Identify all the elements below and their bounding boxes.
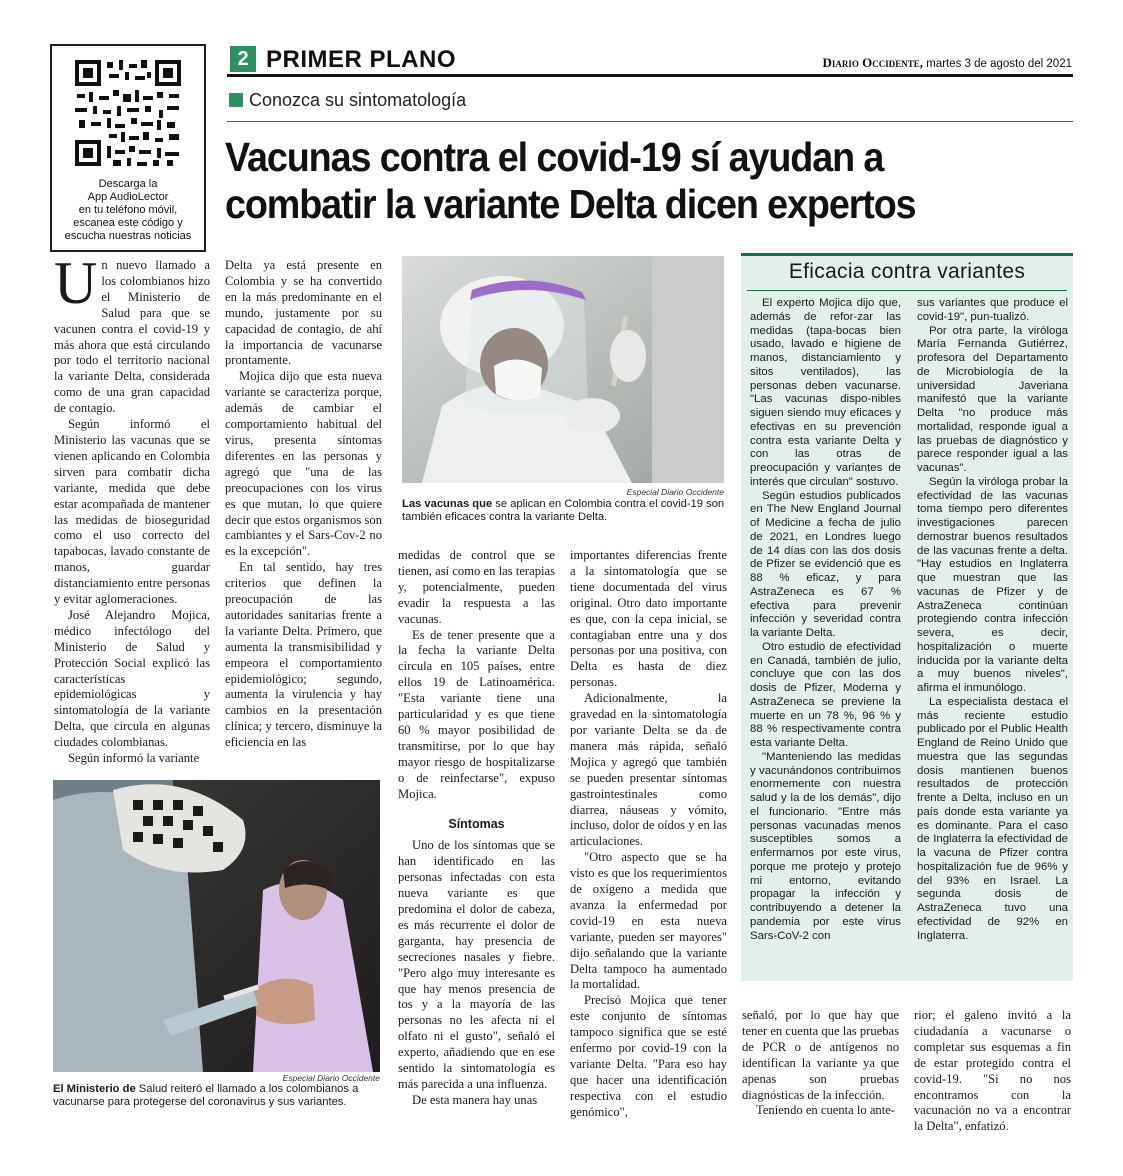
headline-line: Vacunas contra el covid-19 sí ayudan a [225, 134, 884, 180]
paragraph: En tal sentido, hay tres criterios que definen la preocupación de las autoridades sanitarias frente a la variante Delta. Primero, que aumenta la transmisibilidad y empeora el comportamiento epidemiológico; segundo, aumenta la virulencia y hay cambios en la presentación clínica; y tercero, disminuye la eficiencia en las [225, 560, 382, 750]
paragraph: La especialista destaca el más reciente estudio publicado por el Public Health England de Reino Unido que muestra que las segundas dosis mantienen buenos resultados de protección frente a Delta, incluso en un país donde esta variante ya es dominante. Para el caso de Inglaterra la efectividad de la vacuna de Pfizer contra hospitalización fue de 96% y del 93% en Israel. La segunda dosis de AstraZeneca tuvo una efectividad de 92% en Inglaterra. [917, 695, 1068, 942]
kicker-rule [227, 121, 1073, 122]
paragraph: medidas de control que se tienen, así como en las terapias y, potencialmente, pueden evadir la respuesta a las vacunas. [398, 548, 555, 626]
issue-date: martes 3 de agosto del 2021 [926, 58, 1072, 70]
paragraph: Es de tener presente que a la fecha la variante Delta circula en 105 países, entre ellos 19 de Latinoamérica. "Esta variante tiene una particularidad y es que tiene 60 % mayor posibilidad de transmitirse, por lo que hay mayor riesgo de hospitalizarse o de reinfectarse", expuso Mojica. [398, 627, 555, 801]
caption-lead: El Ministerio de [53, 1083, 136, 1095]
headline-line: combatir la variante Delta dicen expertos [225, 181, 916, 227]
paragraph: señaló, por lo que hay que tener en cuenta que las pruebas de PCR o de antígenos no identifican la variante ya que apenas son pruebas diagnósticas de la infección. [742, 1008, 899, 1102]
paragraph: Teniendo en cuenta lo ante- [756, 1103, 895, 1118]
article-column-1 [54, 250, 210, 767]
paragraph: Adicionalmente, la gravedad en la sintomatología por variante Delta se da de manera más rápida, señaló Mojica y agregó que también se pueden presentar síntomas gastrointestinales como diarrea, náuseas y vómito, incluso, dolor de oídos y en las articulaciones. [570, 691, 727, 849]
kicker: Conozca su sintomatología [249, 90, 467, 110]
kicker-square [229, 93, 243, 107]
qr-line: en tu teléfono móvil, [78, 204, 178, 216]
paragraph: Por otra parte, la viróloga María Fernanda Gutiérrez, profesora del Departamento de Microbiología de la universidad Javeriana manifestó que la variante Delta "no produce más mortalidad, responde igual a las pruebas de diagnóstico y parece responder igual a las vacunas". [917, 324, 1068, 474]
paragraph: rior; el galeno invitó a la ciudadanía a vacunarse o completar sus esquemas a fin de estar protegido contra el covid-19. "Si no nos encontramos con la vacunación no va a encontrar la Delta", enfatizó. [914, 1008, 1071, 1134]
qr-line: App AudioLector [87, 191, 169, 203]
qr-line: escanea este código y [73, 217, 183, 229]
headline [225, 134, 1016, 228]
paragraph: Según informó el Ministerio las vacunas que se vienen aplicando en Colombia sirven para combatir dicha variante, medida que debe estar acompañada de mantener las medidas de bioseguridad como el uso correcto del tapabocas, lavado constante de manos, guardar distanciamiento entre personas y evitar aglomeraciones. [54, 417, 210, 607]
paragraph: sus variantes que produce el covid-19", pun-tualizó. [917, 297, 1068, 323]
article-column-2 [225, 258, 382, 751]
article-column-4 [570, 548, 727, 1121]
photo-image [402, 256, 724, 483]
header-rule [227, 74, 1073, 77]
paragraph: Delta ya está presente en Colombia y se ha convertido en la más predominante en el mundo, justamente por su capacidad de contagio, de ahí la importancia de vacunarse prontamente. [225, 258, 382, 368]
qr-line: Descarga la [98, 178, 158, 190]
drop-cap: U [54, 250, 98, 316]
paragraph: importantes diferencias frente a la sintomatología que se tiene documentada del virus original. Otro dato importante es que, con la cepa inicial, se contagiaban entre una y dos personas por una positiva, con Delta es hasta de diez personas. [570, 548, 727, 690]
photo-nurse-vaccine [402, 256, 724, 483]
paragraph: Uno de los síntomas que se han identificado en las personas infectadas con esta nueva variante es que predomina el dolor de cabeza, es más recurrente el dolor de garganta, hay presencia de secreciones nasales y fiebre. "Pero algo muy interesante es que hay menos presencia de tos y a la mayoría de las personas no les afecta ni el olfato ni el gusto", señaló el experto, añadiendo que en ese sentido la sintomatología es más parecida a una influenza. [398, 838, 555, 1091]
photo-image [53, 780, 380, 1072]
paragraph: "Manteniendo las medidas y vacunándonos contribuimos enormemente con nuestra salud y la de los demás", dijo el funcionario. "Entre más personas vacunadas menos susceptibles somos a enfermarnos por este virus, porque me protejo y protejo mi entorno, evitando propagar la infección y contribuyendo a detener la pandemia por este virus Sars-CoV-2 con [750, 750, 901, 942]
paragraph: Según estudios publicados en The New England Journal of Medicine a fecha de julio de 2021, en Londres luego de 14 días con las dos dosis de Pfizer se evidenció que es 88 % eficaz, y para AstraZeneca es 67 % efectiva para prevenir infección y severidad contra la variante Delta. [750, 489, 901, 639]
caption-text: Salud reiteró el llamado a los colombianos a vacunarse para protegerse del coronavirus y sus variantes. [53, 1083, 359, 1109]
photo-vaccination [53, 780, 380, 1072]
paragraph: José Alejandro Mojica, médico infectólogo del Ministerio de Salud y Protección Social explicó las características epidemiológicas y sintomatología de la variante Delta, que circula en algunas ciudades colombianas. [54, 607, 210, 750]
paragraph: Precisó Mojica que tener este conjunto de síntomas tampoco significa que se esté enfermo por covid-19 con la variante Delta. "Para eso hay que hacer una identificación respectiva con el estudio genómico", [570, 993, 727, 1119]
qr-code[interactable] [73, 58, 183, 168]
publication-name: Diario Occidente, [822, 55, 924, 70]
paragraph: Según informó la variante [68, 751, 200, 766]
caption-text: se aplican en Colombia contra el covid-19 son también eficaces contra la variante Delta. [402, 498, 725, 524]
page-number-badge [230, 46, 256, 72]
sidebar-column-1 [750, 297, 901, 943]
subhead-symptoms: Síntomas [448, 816, 505, 831]
article-column-3 [398, 548, 555, 1109]
paragraph: "Otro aspecto que se ha visto es que los requerimientos de oxígeno a medida que avanza la enfermedad por covid-19 en esta nueva variante, pueden ser mayores" dijo señalando que la variante Delta tampoco ha aumentado la mortalidad. [570, 850, 727, 992]
article-column-6 [914, 1008, 1071, 1135]
sidebar-top-rule [741, 253, 1073, 256]
photo-caption [53, 1083, 383, 1110]
sidebar-title-rule [747, 290, 1067, 291]
paragraph: Mojica dijo que esta nueva variante se caracteriza porque, además de cambiar el comportamiento habitual del virus, presenta síntomas diferentes en las personas y agregó que "una de las preocupaciones con los virus es que mutan, lo que quiere decir que estos organismos son cambiantes y el Sars-Cov-2 no es la excepción". [225, 369, 382, 559]
paragraph: Un nuevo llamado a los colombianos hizo el Ministerio de Salud para que se vacunen contra el covid-19 y más ahora que está circulando por todo el territorio nacional la variante Delta, considerada como de una gran capacidad de contagio. [54, 250, 210, 416]
masthead-date [770, 55, 1072, 71]
paragraph: El experto Mojica dijo que, además de refor-zar las medidas (tapa-bocas bien usado, lavado e higiene de manos, distanciamiento y sitos ventilados), las personas deben vacunarse. "Las vacunas dispo-nibles siguen siendo muy eficaces y efectivas en su prevención contra esta variante Delta y con las otras de preocupación y variantes de interés que circulan" sostuvo. [750, 297, 901, 488]
paragraph: De esta manera hay unas [412, 1092, 538, 1107]
paragraph: Otro estudio de efectividad en Canadá, también de julio, concluye que con las dos dosis de Pfizer, Moderna y AstraZeneca se previene la muerte en un 78 %, 96 % y 88 % respectivamente contra esta variante Delta. [750, 640, 901, 749]
qr-line: escucha nuestras noticias [64, 230, 192, 242]
sidebar-column-2 [917, 297, 1068, 943]
section-name: PRIMER PLANO [266, 46, 457, 73]
photo-credit: Especial Diario Occidente [626, 487, 724, 497]
photo-credit: Especial Diario Occidente [282, 1073, 380, 1083]
caption-lead: Las vacunas que [402, 498, 493, 510]
qr-instructions [52, 178, 204, 243]
photo-caption [402, 498, 727, 525]
sidebar-title: Eficacia contra variantes [788, 260, 1026, 283]
paragraph: Según la viróloga probar la efectividad de las vacunas toma tiempo pero diferentes investigaciones parecen demostrar buenos resultados de las vacunas frente a delta. "Hay estudios en Inglaterra que muestran que las vacunas de Pfizer y de AstraZeneca continúan protegiendo contra infección severa, es decir, hospitalización o muerte inducida por la variante delta a muy buenos niveles", afirma el inmunólogo. [917, 475, 1068, 694]
page-number: 2 [237, 48, 249, 70]
article-column-5 [742, 1008, 899, 1119]
